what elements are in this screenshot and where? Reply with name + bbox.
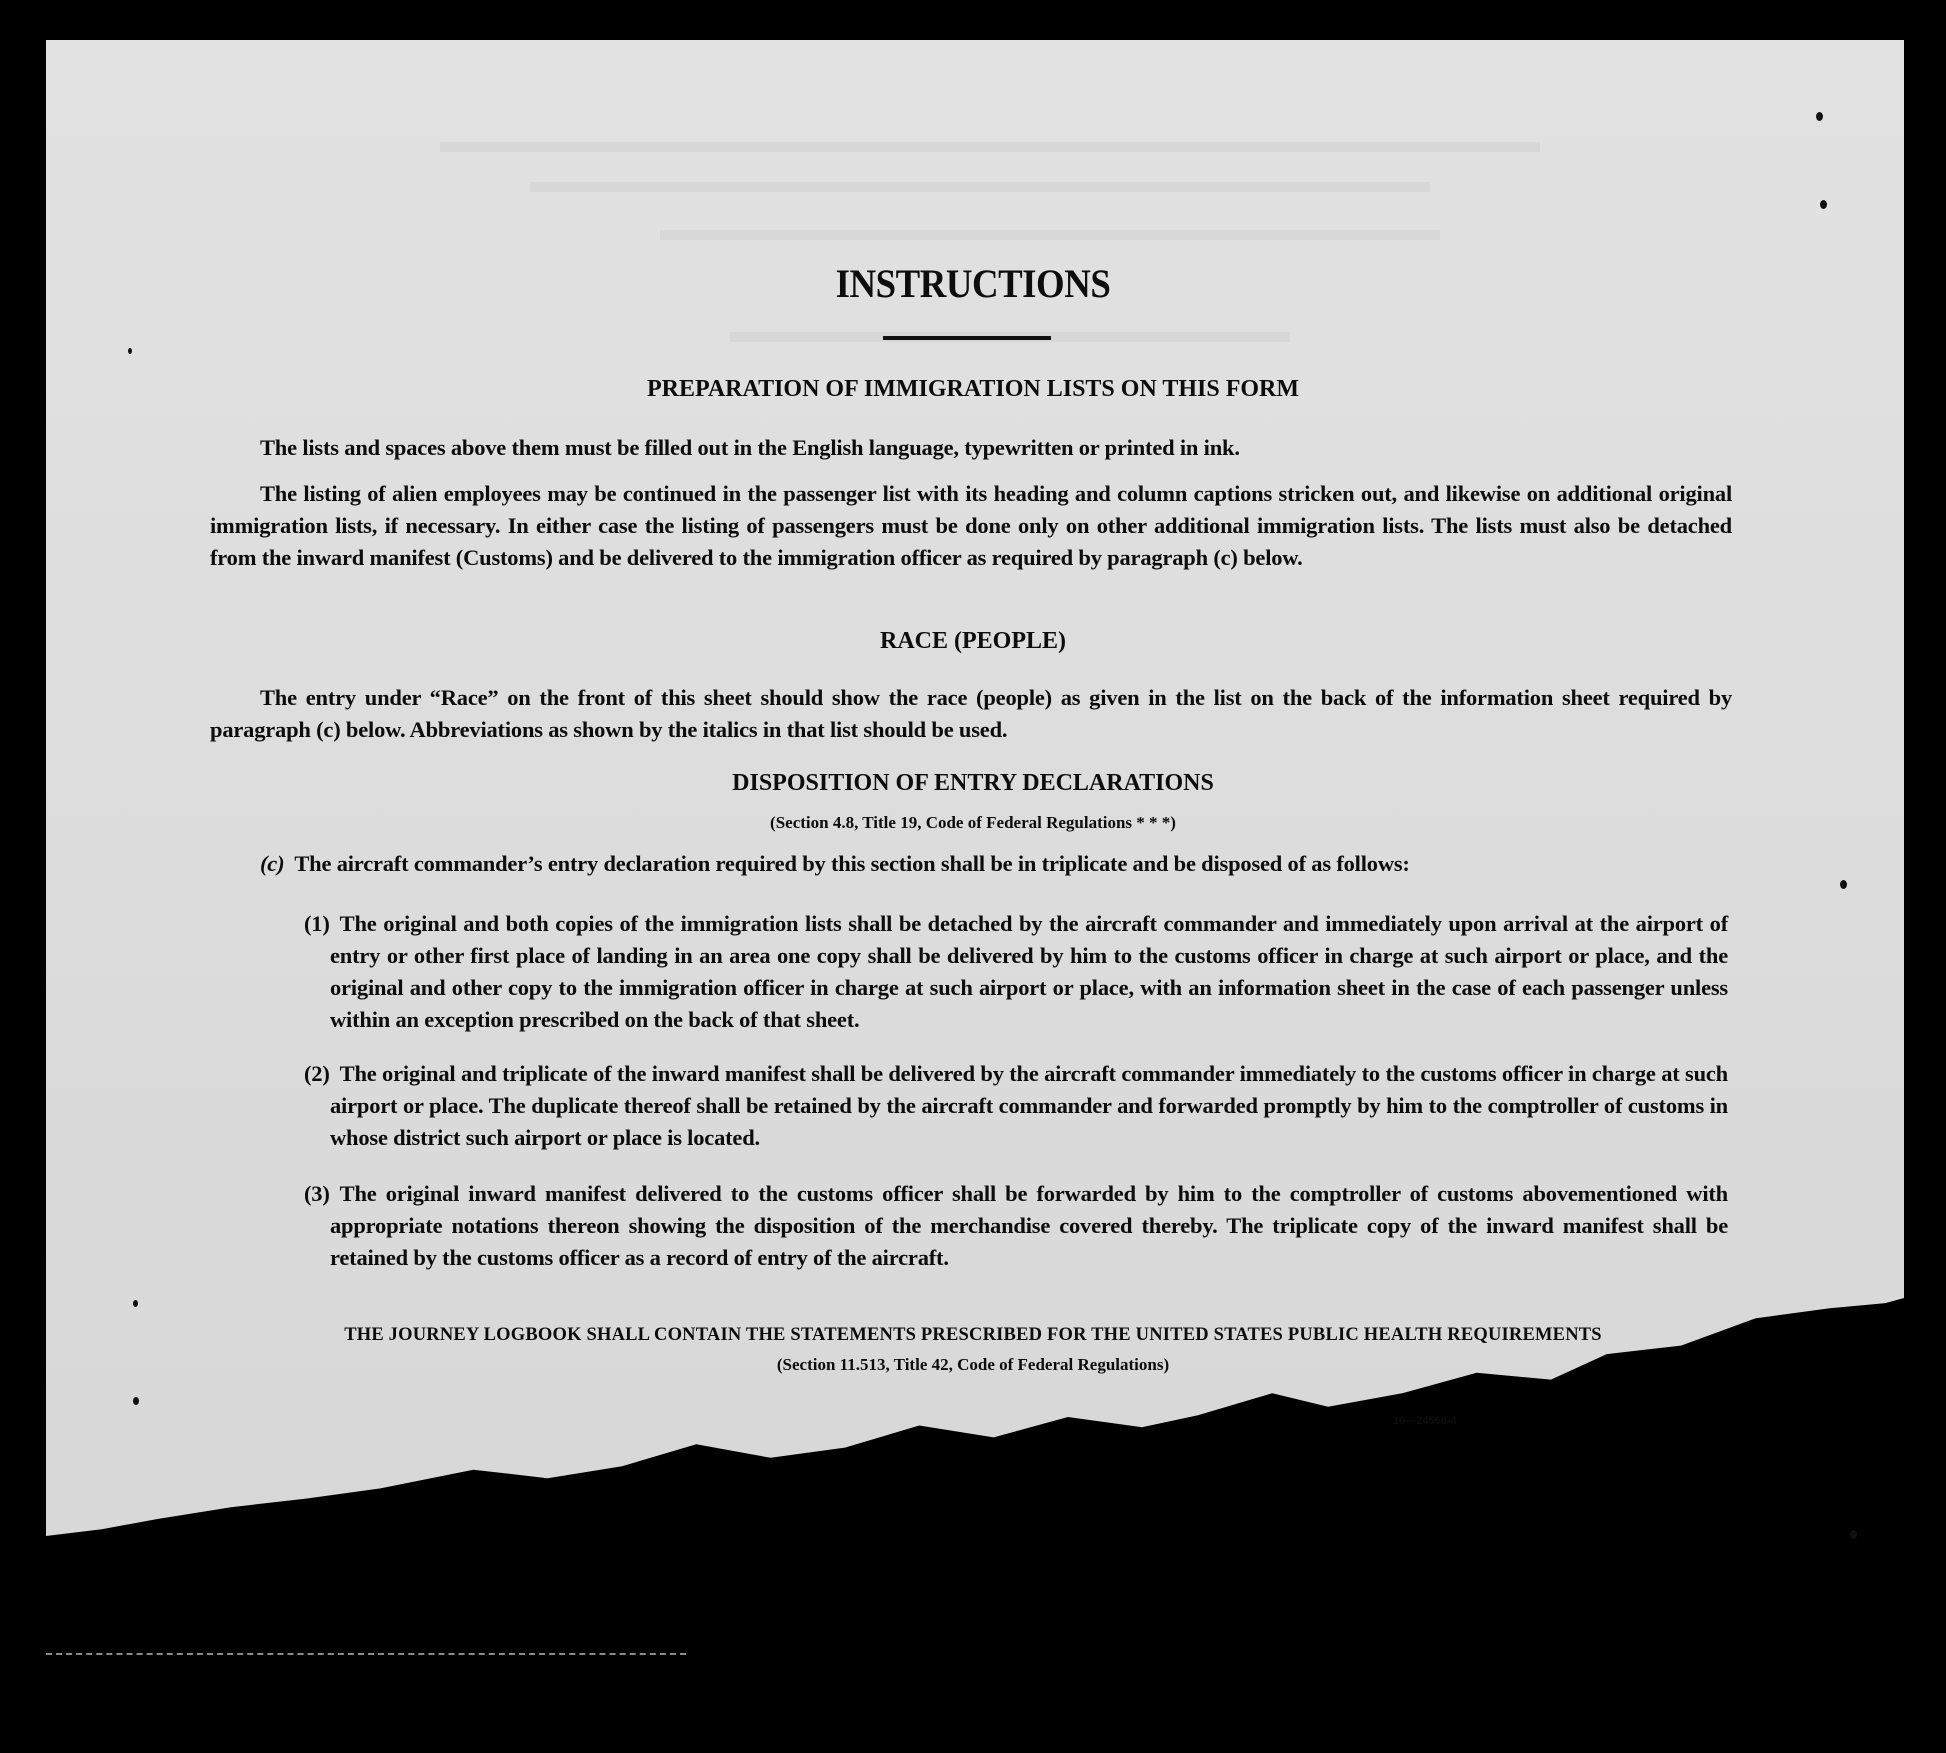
footer-requirement: THE JOURNEY LOGBOOK SHALL CONTAIN THE STATEMENTS PRESCRIBED FOR THE UNITED STATES PUBLIC HEALTH REQUIREMENTS bbox=[344, 1325, 1602, 1345]
speck-mark bbox=[133, 1300, 138, 1307]
speck-mark bbox=[133, 1397, 139, 1405]
list-item-text: The original and both copies of the immigration lists shall be detached by the aircraft commander and immediately upon arrival at the airport of entry or other first place of landing in an area one copy shall be delivered by him to the customs officer in charge at such airport or place, and the original and other copy to the immigration officer in charge at such airport or place, with an information sheet in the case of each passenger unless within an exception prescribed on the back of that sheet. bbox=[330, 911, 1728, 1032]
list-item-number: (2) bbox=[304, 1061, 330, 1086]
speck-mark bbox=[1816, 112, 1823, 121]
bleed-through-text bbox=[660, 230, 1440, 260]
section-heading-preparation: PREPARATION OF IMMIGRATION LISTS ON THIS FORM bbox=[646, 376, 1300, 402]
list-item-number: (1) bbox=[304, 911, 330, 936]
paragraph-alien-employees: The listing of alien employees may be continued in the passenger list with its heading and column captions stricken out, and likewise on additional original immigration lists, if necessary. In either case the listing of passengers must be done only on other additional immigration lists. The lists must also be detached from the inward manifest (Customs) and be delivered to the immigration officer as required by paragraph (c) below. bbox=[210, 481, 1732, 570]
list-item-text: The original and triplicate of the inward manifest shall be delivered by the aircraft commander immediately to the customs officer in charge at such airport or place. The duplicate thereof shall be retained by the aircraft commander and forwarded promptly by him to the comptroller of customs in whose district such airport or place is located. bbox=[330, 1061, 1728, 1150]
list-item bbox=[304, 1178, 1728, 1274]
perforation-line bbox=[46, 1653, 686, 1655]
intro-label: (c) bbox=[260, 851, 285, 876]
speck-mark bbox=[1820, 200, 1827, 209]
speck-mark bbox=[1840, 880, 1847, 889]
list-item-number: (3) bbox=[304, 1181, 330, 1206]
page-title: INSTRUCTIONS bbox=[835, 261, 1111, 306]
speck-mark bbox=[128, 348, 132, 354]
list-item bbox=[304, 908, 1728, 1036]
list-item bbox=[304, 1058, 1728, 1154]
speck-mark bbox=[1850, 1530, 1857, 1539]
section-heading-race: RACE (PEOPLE) bbox=[880, 628, 1066, 654]
paragraph-race: The entry under “Race” on the front of this sheet should show the race (people) as given in the list on the back of the information sheet required by paragraph (c) below. Abbreviations as shown by the italics in that list should be used. bbox=[210, 685, 1732, 742]
intro-text: The aircraft commander’s entry declaration required by this section shall be in triplicate and be disposed of as follows: bbox=[294, 851, 1410, 876]
bleed-through-text bbox=[530, 182, 1430, 212]
bleed-through-text bbox=[440, 142, 1540, 172]
disposition-intro bbox=[260, 848, 1730, 880]
title-underline bbox=[883, 336, 1051, 340]
section-heading-disposition: DISPOSITION OF ENTRY DECLARATIONS bbox=[732, 770, 1214, 796]
section-citation: (Section 4.8, Title 19, Code of Federal Regulations * * *) bbox=[770, 813, 1176, 832]
footer-citation: (Section 11.513, Title 42, Code of Federal Regulations) bbox=[776, 1355, 1170, 1374]
list-item-text: The original inward manifest delivered to the customs officer shall be forwarded by him to the comptroller of customs abovementioned with appropriate notations thereon showing the disposition of the merchandise covered thereby. The triplicate copy of the inward manifest shall be retained by the customs officer as a record of entry of the aircraft. bbox=[330, 1181, 1728, 1270]
paragraph-language: The lists and spaces above them must be filled out in the English language, typewritten or printed in ink. bbox=[260, 435, 1240, 460]
form-number: 16—24560-4 bbox=[1393, 1415, 1457, 1427]
